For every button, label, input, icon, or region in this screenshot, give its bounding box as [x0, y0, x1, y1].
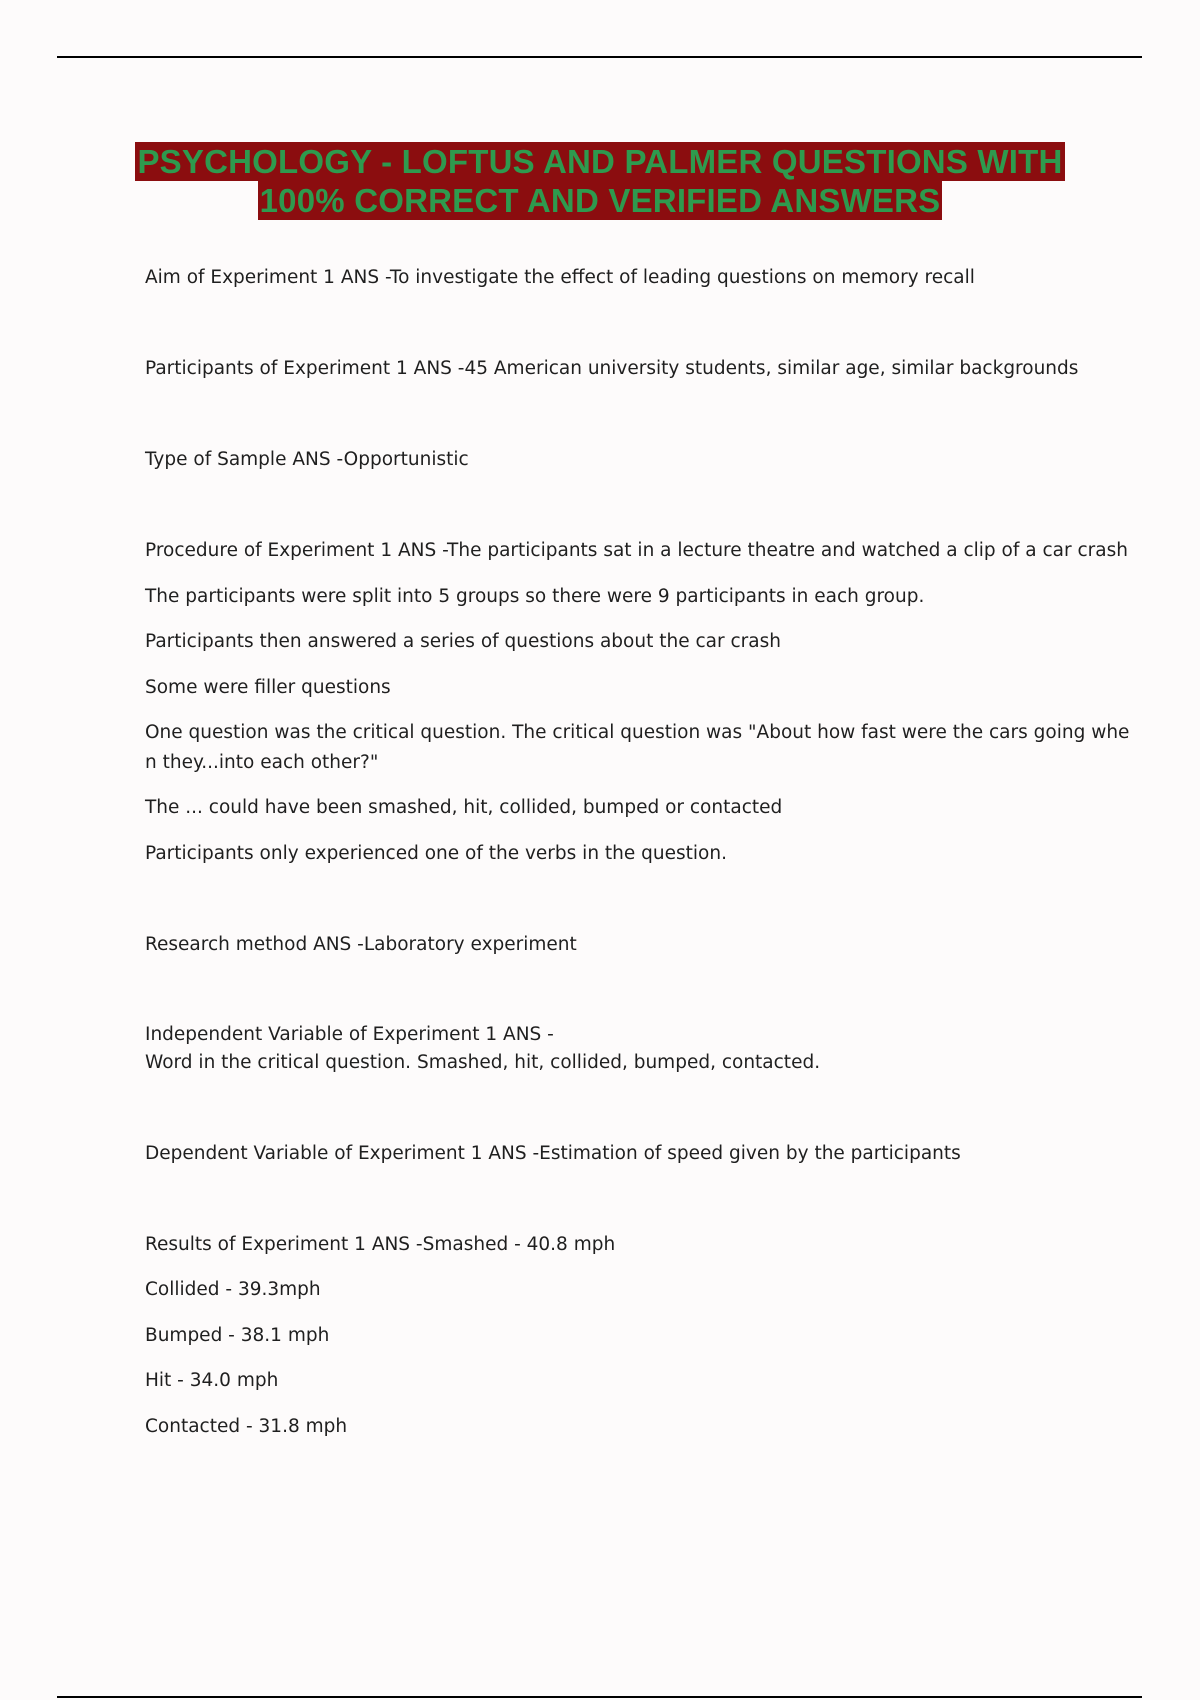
- procedure-line: Participants then answered a series of questions about the car crash: [145, 631, 781, 652]
- results-line: Hit - 34.0 mph: [145, 1370, 279, 1391]
- results-line: Collided - 39.3mph: [145, 1279, 321, 1300]
- research-method-entry: Research method ANS -Laboratory experiment: [145, 934, 577, 955]
- sample-entry: Type of Sample ANS -Opportunistic: [145, 449, 469, 470]
- results-line: Bumped - 38.1 mph: [145, 1325, 330, 1346]
- procedure-line: The participants were split into 5 groups so there were 9 participants in each group.: [145, 586, 925, 607]
- procedure-line: Procedure of Experiment 1 ANS -The participants sat in a lecture theatre and watched a clip of a car crash: [145, 540, 1128, 561]
- procedure-line: Participants only experienced one of the verbs in the question.: [145, 843, 727, 864]
- title-line-2: 100% CORRECT AND VERIFIED ANSWERS: [259, 182, 941, 219]
- document-title: [0, 142, 1200, 220]
- results-line: Results of Experiment 1 ANS -Smashed - 40.8 mph: [145, 1234, 616, 1255]
- aim-entry: Aim of Experiment 1 ANS -To investigate the effect of leading questions on memory recall: [145, 267, 975, 288]
- dependent-variable-entry: Dependent Variable of Experiment 1 ANS -Estimation of speed given by the participants: [145, 1143, 961, 1164]
- procedure-line: Some were filler questions: [145, 677, 391, 698]
- independent-variable-line: Word in the critical question. Smashed, hit, collided, bumped, contacted.: [145, 1052, 821, 1073]
- independent-variable-line: Independent Variable of Experiment 1 ANS -: [145, 1024, 554, 1045]
- procedure-line: n they...into each other?": [145, 752, 379, 773]
- participants-entry: Participants of Experiment 1 ANS -45 American university students, similar age, similar backgrounds: [145, 358, 1079, 379]
- title-line-1: PSYCHOLOGY - LOFTUS AND PALMER QUESTIONS WITH: [137, 143, 1063, 180]
- procedure-line: One question was the critical question. The critical question was "About how fast were the cars going whe: [145, 722, 1130, 743]
- results-line: Contacted - 31.8 mph: [145, 1416, 348, 1437]
- procedure-line: The ... could have been smashed, hit, collided, bumped or contacted: [145, 797, 783, 818]
- top-rule: [57, 56, 1142, 58]
- bottom-rule: [57, 1696, 1142, 1698]
